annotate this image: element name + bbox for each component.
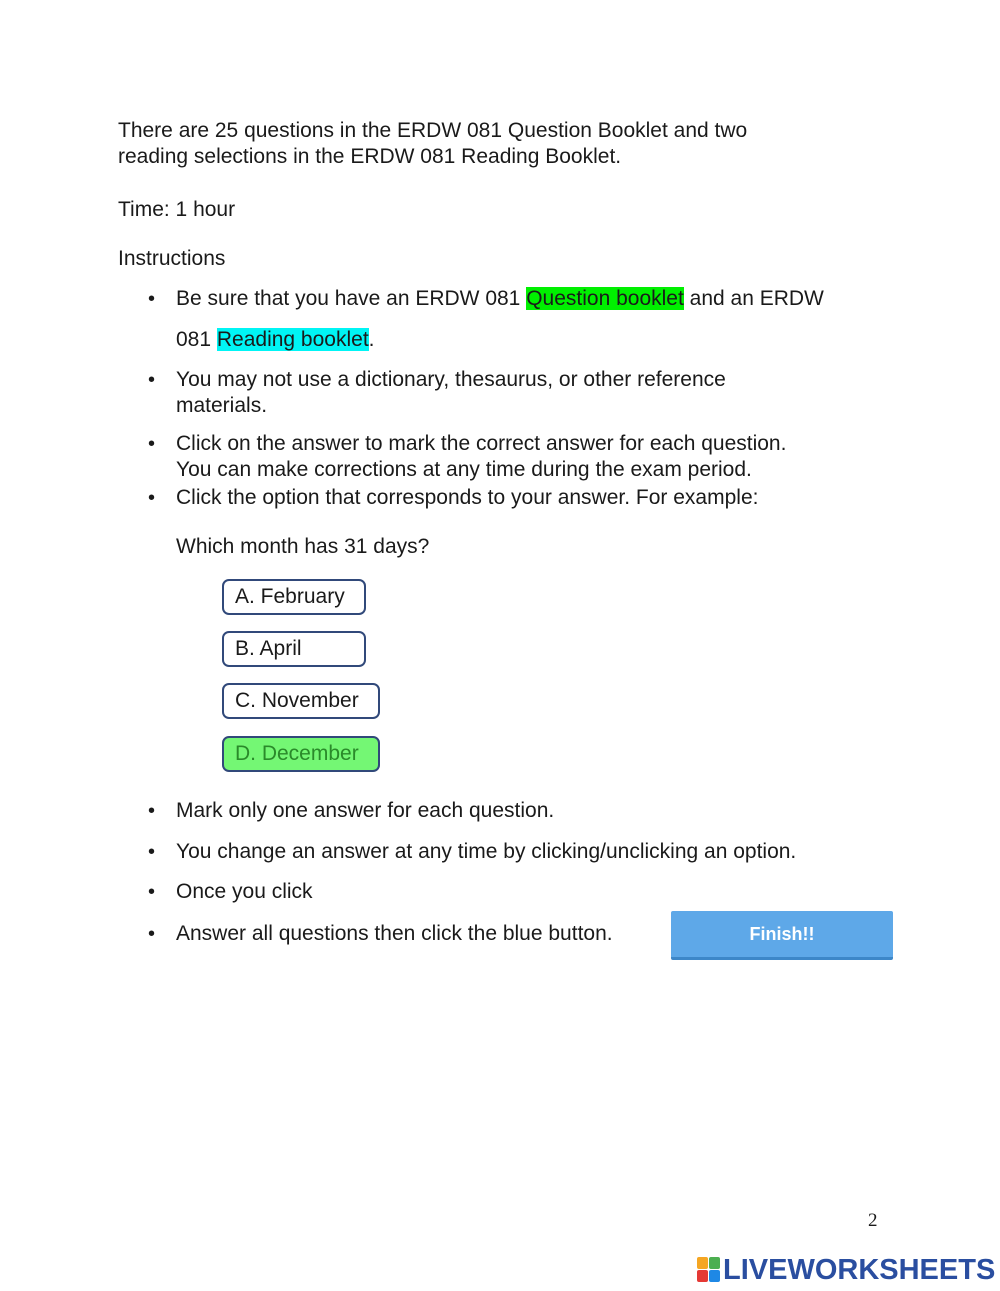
bullet-dot: • bbox=[148, 881, 156, 903]
intro-line-2: reading selections in the ERDW 081 Reading Booklet. bbox=[118, 145, 622, 168]
bullet-5-text: Mark only one answer for each question. bbox=[176, 799, 555, 822]
bullet-dot: • bbox=[148, 369, 156, 391]
page-number: 2 bbox=[868, 1210, 878, 1231]
bullet-1-line-2 bbox=[176, 327, 375, 353]
bullet-1-text-b: and an ERDW bbox=[683, 287, 824, 310]
bullet-1-text-d: . bbox=[368, 328, 375, 351]
highlight-reading-booklet: Reading booklet bbox=[216, 328, 369, 351]
bullet-4-text: Click the option that corresponds to your answer. For example: bbox=[176, 486, 759, 509]
example-option-b[interactable]: B. April bbox=[222, 631, 366, 667]
highlight-question-booklet: Question booklet bbox=[526, 287, 684, 310]
bullet-1-text-a: Be sure that you have an ERDW 081 bbox=[176, 287, 527, 310]
bullet-2-line-1: You may not use a dictionary, thesaurus, or other reference bbox=[176, 368, 726, 391]
instructions-heading: Instructions bbox=[118, 247, 226, 270]
intro-line-1: There are 25 questions in the ERDW 081 Question Booklet and two bbox=[118, 119, 748, 142]
bullet-1-text-c: 081 bbox=[176, 328, 217, 351]
bullet-8-text: Answer all questions then click the blue button. bbox=[176, 922, 613, 945]
bullet-1-line-1 bbox=[176, 286, 824, 312]
time-label: Time: 1 hour bbox=[118, 198, 236, 221]
bullet-dot: • bbox=[148, 487, 156, 509]
bullet-3-line-1: Click on the answer to mark the correct answer for each question. bbox=[176, 432, 787, 455]
bullet-dot: • bbox=[148, 433, 156, 455]
logo-text: LIVEWORKSHEETS bbox=[723, 1253, 996, 1286]
example-question: Which month has 31 days? bbox=[176, 535, 430, 558]
liveworksheets-logo[interactable] bbox=[697, 1254, 995, 1286]
example-option-d-selected[interactable]: D. December bbox=[222, 736, 380, 772]
bullet-dot: • bbox=[148, 288, 156, 310]
example-option-a[interactable]: A. February bbox=[222, 579, 366, 615]
finish-button[interactable]: Finish!! bbox=[671, 911, 893, 960]
bullet-dot: • bbox=[148, 923, 156, 945]
example-option-c[interactable]: C. November bbox=[222, 683, 380, 719]
bullet-3-line-2: You can make corrections at any time during the exam period. bbox=[176, 458, 752, 481]
bullet-2-line-2: materials. bbox=[176, 394, 268, 417]
logo-blocks-icon bbox=[697, 1257, 721, 1283]
bullet-dot: • bbox=[148, 800, 156, 822]
bullet-7-text: Once you click bbox=[176, 880, 313, 903]
bullet-6-text: You change an answer at any time by clicking/unclicking an option. bbox=[176, 840, 797, 863]
bullet-dot: • bbox=[148, 841, 156, 863]
